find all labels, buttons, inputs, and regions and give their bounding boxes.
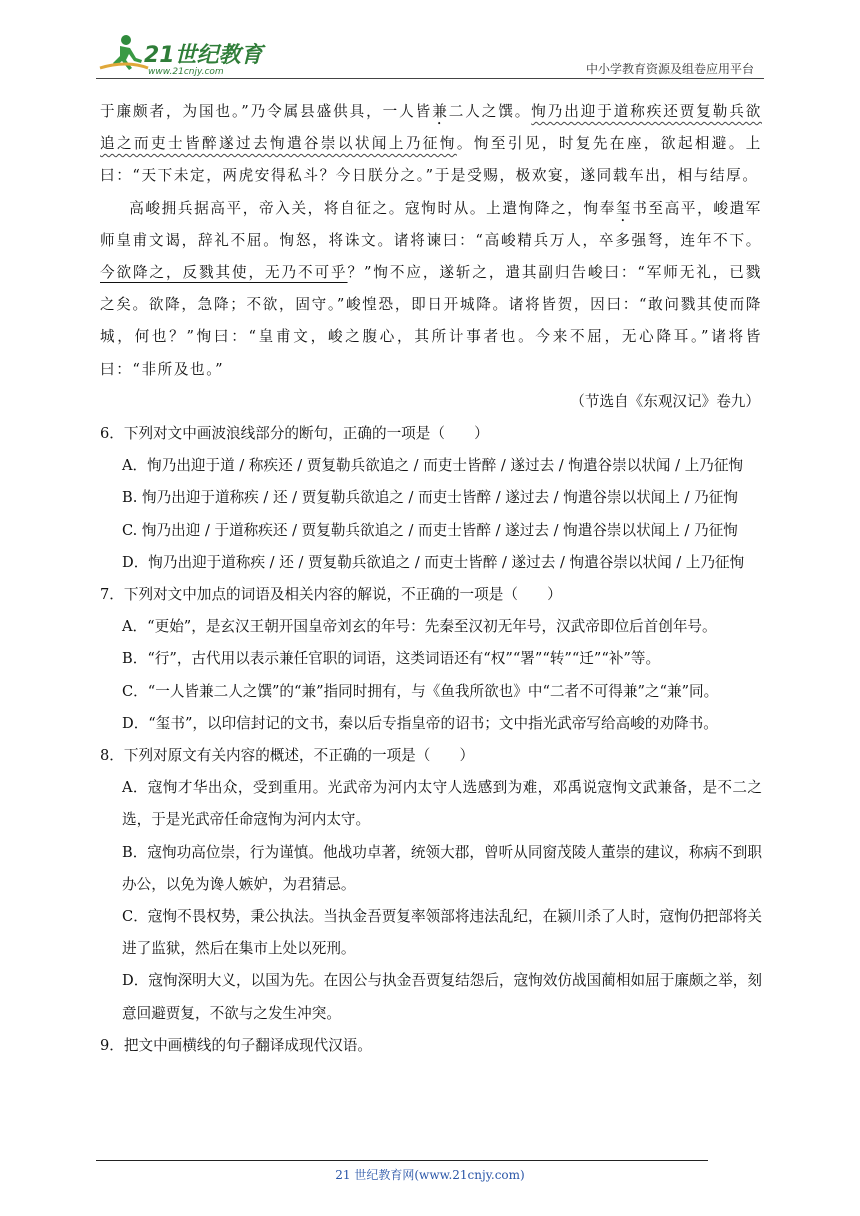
wavy-underlined-text: 恂乃出迎于道称疾还贾复勒兵欲追之而吏士皆醉遂过去恂遣谷崇以状闻上乃征恂 bbox=[100, 103, 762, 153]
option-b: B. 恂乃出迎于道称疾 / 还 / 贾复勒兵欲追之 / 而吏士皆醉 / 遂过去 / 恂遣谷崇以状闻上 / 乃征恂 bbox=[122, 489, 738, 507]
passage-paragraph-2: 高峻拥兵据高平，帝入关，将自征之。寇恂时从。上遣恂降之，恂奉玺书至高平，峻遣军师皇甫文谒，辞礼不屈。恂怒，将诛文。诸将谏曰：“高峻精兵万人，卒多强弩，连年不下。今欲降之，反戮其使，无乃不可乎？”恂不应，遂斩之，遣其副归告峻曰：“军师无礼，已戮之矣。欲降，急降；不欲，固守。”峻惶恐，即日开城降。诸将皆贺，因曰：“敢问戮其使而降城，何也？”恂曰：“皇甫文，峻之腹心，其所计事者也。今来不屈，无心降耳。”诸将皆曰：“非所及也。” bbox=[100, 199, 762, 378]
option-b: B．寇恂功高位崇，行为谨慎。他战功卓著，统领大郡，曾听从同窗茂陵人董崇的建议，称病不到职办公，以免为谗人嫉妒，为君猜忌。 bbox=[122, 843, 762, 893]
option-c: C．寇恂不畏权势，秉公执法。当执金吾贾复率领部将违法乱纪，在颍川杀了人时，寇恂仍把部将关进了监狱，然后在集市上处以死刑。 bbox=[122, 908, 762, 958]
option-a: A．“更始”，是玄汉王朝开国皇帝刘玄的年号：先秦至汉初无年号，汉武帝即位后首创年号。 bbox=[122, 618, 717, 636]
option-c: C．“一人皆兼二人之馔”的“兼”指同时拥有，与《鱼我所欲也》中“二者不可得兼”之“兼”同。 bbox=[122, 682, 719, 700]
question-stem: 7．下列对文中加点的词语及相关内容的解说，不正确的一项是（ ） bbox=[100, 586, 562, 604]
option-c: C. 恂乃出迎 / 于道称疾还 / 贾复勒兵欲追之 / 而吏士皆醉 / 遂过去 / 恂遣谷崇以状闻上 / 乃征恂 bbox=[122, 521, 738, 539]
option-d: D．寇恂深明大义，以国为先。在因公与执金吾贾复结怨后，寇恂效仿战国蔺相如屈于廉颇之举，刻意回避贾复，不欲与之发生冲突。 bbox=[122, 972, 762, 1022]
option-d: D．“玺书”，以印信封记的文书，秦以后专指皇帝的诏书；文中指光武帝写给高峻的劝降书。 bbox=[122, 714, 718, 732]
emphasized-char: 兼 bbox=[432, 103, 449, 120]
page-footer: 21 世纪教育网(www.21cnjy.com) bbox=[335, 1168, 525, 1182]
svg-text:21世纪教育: 21世纪教育 bbox=[144, 43, 263, 68]
passage-source: （节选自《东观汉记》卷九） bbox=[570, 392, 760, 410]
passage-paragraph-1: 于廉颇者，为国也。”乃令属县盛供具，一人皆兼二人之馔。恂乃出迎于道称疾还贾复勒兵欲追之而吏士皆醉遂过去恂遣谷崇以状闻上乃征恂。恂至引见，时复先在座，欲起相避。上曰：“天下未定，两虎安得私斗？今日朕分之。”于是受赐，极欢宴，遂同载车出，相与结厚。 bbox=[100, 103, 762, 185]
question-9 bbox=[100, 1030, 762, 1062]
svg-text:www.21cnjy.com: www.21cnjy.com bbox=[148, 67, 224, 76]
question-stem: 8．下列对原文有关内容的概述，不正确的一项是（ ） bbox=[100, 747, 475, 765]
page-header bbox=[96, 30, 760, 82]
option-a: A．恂乃出迎于道 / 称疾还 / 贾复勒兵欲追之 / 而吏士皆醉 / 遂过去 / 恂遣谷崇以状闻 / 上乃征恂 bbox=[122, 457, 744, 475]
runner-logo-icon bbox=[96, 30, 266, 76]
footer-divider bbox=[96, 1160, 708, 1161]
document-body bbox=[100, 96, 762, 1062]
question-8 bbox=[100, 740, 762, 1030]
question-7 bbox=[100, 579, 762, 740]
question-stem: 9．把文中画横线的句子翻译成现代汉语。 bbox=[100, 1036, 372, 1054]
emphasized-char: 玺 bbox=[615, 199, 633, 217]
option-b: B．“行”，古代用以表示兼任官职的词语，这类词语还有“权”“署”“转”“迁”“补”等。 bbox=[122, 650, 661, 668]
question-6 bbox=[100, 418, 762, 579]
site-logo bbox=[96, 30, 266, 76]
header-divider bbox=[96, 78, 764, 79]
option-a: A．寇恂才华出众，受到重用。光武帝为河内太守人选感到为难，邓禹说寇恂文武兼备，是不二之选，于是光武帝任命寇恂为河内太守。 bbox=[122, 779, 762, 829]
question-stem: 6．下列对文中画波浪线部分的断句，正确的一项是（ ） bbox=[100, 425, 489, 443]
underlined-sentence: 今欲降之，反戮其使，无乃不可乎 bbox=[100, 264, 348, 282]
platform-title: 中小学教育资源及组卷应用平台 bbox=[585, 62, 754, 76]
option-d: D．恂乃出迎于道称疾 / 还 / 贾复勒兵欲追之 / 而吏士皆醉 / 遂过去 / 恂遣谷崇以状闻 / 上乃征恂 bbox=[122, 553, 745, 571]
